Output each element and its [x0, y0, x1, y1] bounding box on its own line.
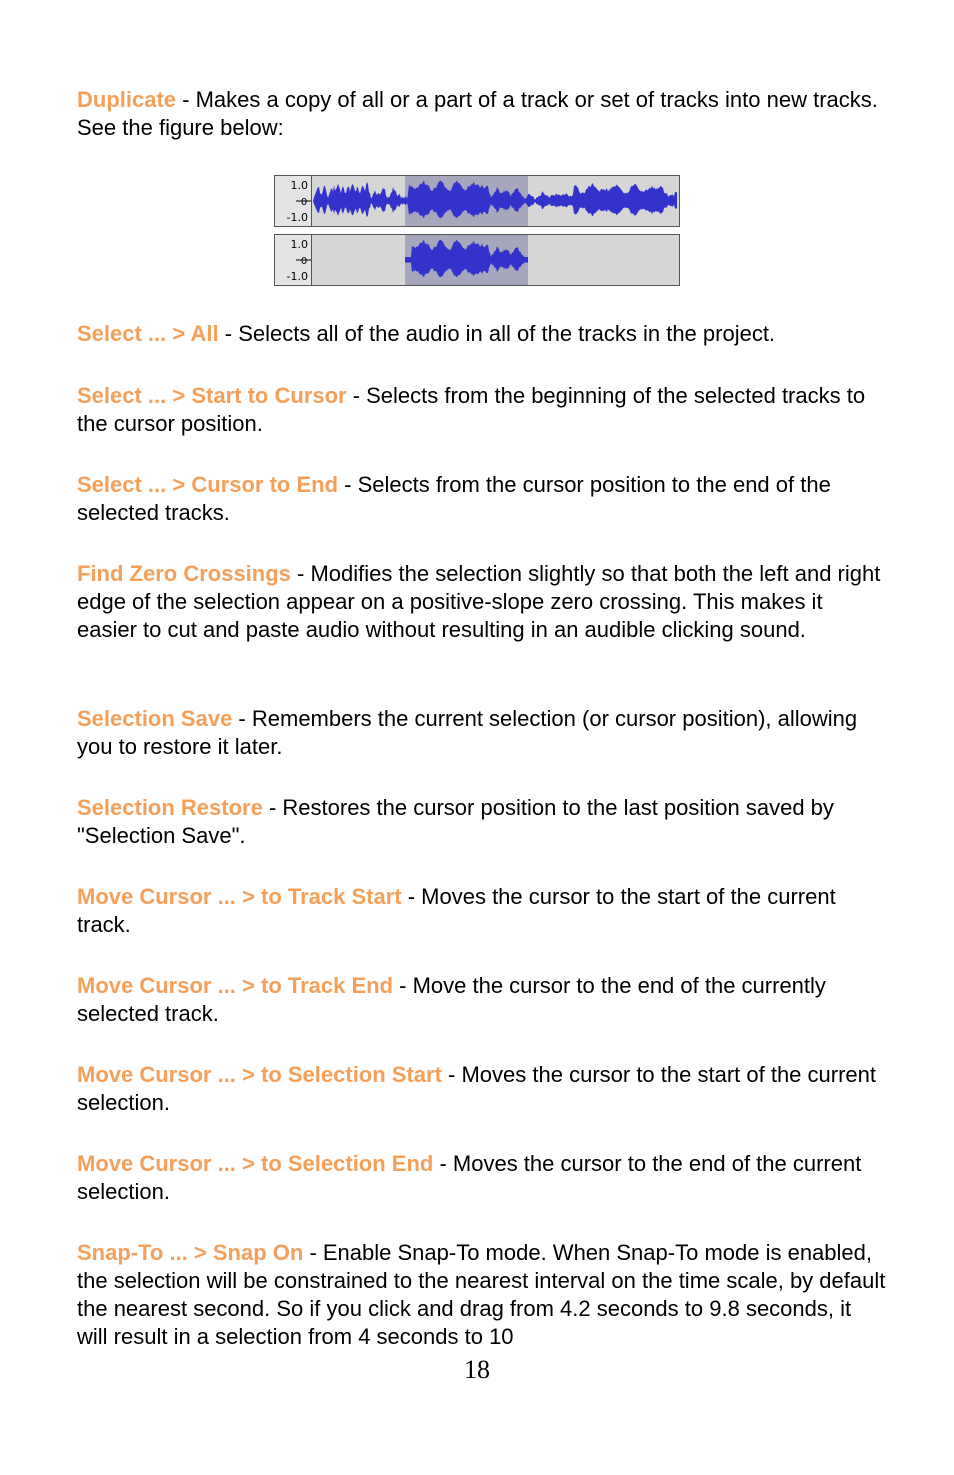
entry-description: - Selects all of the audio in all of the tracks in the project. [218, 321, 776, 346]
entry-description: - Moves the cursor to the end of the current selection. [77, 1151, 862, 1204]
entry-term: Find Zero Crossings [77, 561, 291, 586]
scale-zero-label: 0 [300, 256, 308, 267]
entry-selection-save [77, 705, 887, 761]
entry-description: - Remembers the current selection (or cursor position), allowing you to restore it later. [77, 706, 858, 759]
scale-bottom-label: -1.0 [286, 270, 308, 283]
entry-move-cursor-track-end [77, 972, 887, 1028]
entry-description: - Selects from the cursor position to the end of the selected tracks. [77, 472, 831, 525]
scale-top-label: 1.0 [290, 179, 308, 192]
entry-term: Selection Restore [77, 795, 263, 820]
scale-zero-label: 0 [300, 197, 308, 208]
entry-description: - Moves the cursor to the start of the current track. [77, 884, 836, 937]
entry-description: - Restores the cursor position to the last position saved by "Selection Save". [77, 795, 834, 848]
entry-move-cursor-track-start [77, 883, 887, 939]
entry-description: - Moves the cursor to the start of the current selection. [77, 1062, 876, 1115]
entry-term: Move Cursor ... > to Selection Start [77, 1062, 442, 1087]
audio-track-original [275, 176, 680, 227]
entry-selection-restore [77, 794, 887, 850]
entry-description: - Enable Snap-To mode. When Snap-To mode is enabled, the selection will be constrained to the nearest interval on the time scale, by default the nearest second. So if you click and drag from 4.2 seconds to 9.8 seconds, it will result in a selection from 4 seconds to 10 [77, 1240, 886, 1349]
entry-move-cursor-selection-end [77, 1150, 887, 1206]
entry-term: Snap-To ... > Snap On [77, 1240, 304, 1265]
entry-description: - Selects from the beginning of the selected tracks to the cursor position. [77, 383, 866, 436]
audio-track-duplicate [275, 235, 680, 286]
entry-description: - Modifies the selection slightly so that both the left and right edge of the selection appear on a positive-slope zero crossing. This makes it easier to cut and paste audio without resulting in an audible clicking sound. [77, 561, 881, 642]
scale-bottom-label: -1.0 [286, 211, 308, 224]
entry-select-all [77, 320, 887, 348]
entry-term: Duplicate [77, 87, 177, 112]
entry-term: Select ... > All [77, 321, 219, 346]
entry-find-zero-crossings [77, 560, 887, 644]
entry-move-cursor-selection-start [77, 1061, 887, 1117]
entry-term: Move Cursor ... > to Track Start [77, 884, 402, 909]
page-number: 18 [464, 1355, 490, 1384]
entry-description: - Makes a copy of all or a part of a track or set of tracks into new tracks. See the figure below: [77, 87, 878, 140]
entry-term: Move Cursor ... > to Selection End [77, 1151, 434, 1176]
entry-term: Selection Save [77, 706, 233, 731]
entry-term: Select ... > Cursor to End [77, 472, 339, 497]
entry-select-cursor-to-end [77, 471, 887, 527]
duplicate-tracks-figure [274, 175, 680, 286]
entry-select-start-to-cursor [77, 382, 887, 438]
entry-duplicate [77, 86, 887, 142]
scale-top-label: 1.0 [290, 238, 308, 251]
entry-description: - Move the cursor to the end of the currently selected track. [77, 973, 826, 1026]
entry-term: Move Cursor ... > to Track End [77, 973, 394, 998]
entry-term: Select ... > Start to Cursor [77, 383, 347, 408]
entry-snap-on [77, 1239, 887, 1351]
